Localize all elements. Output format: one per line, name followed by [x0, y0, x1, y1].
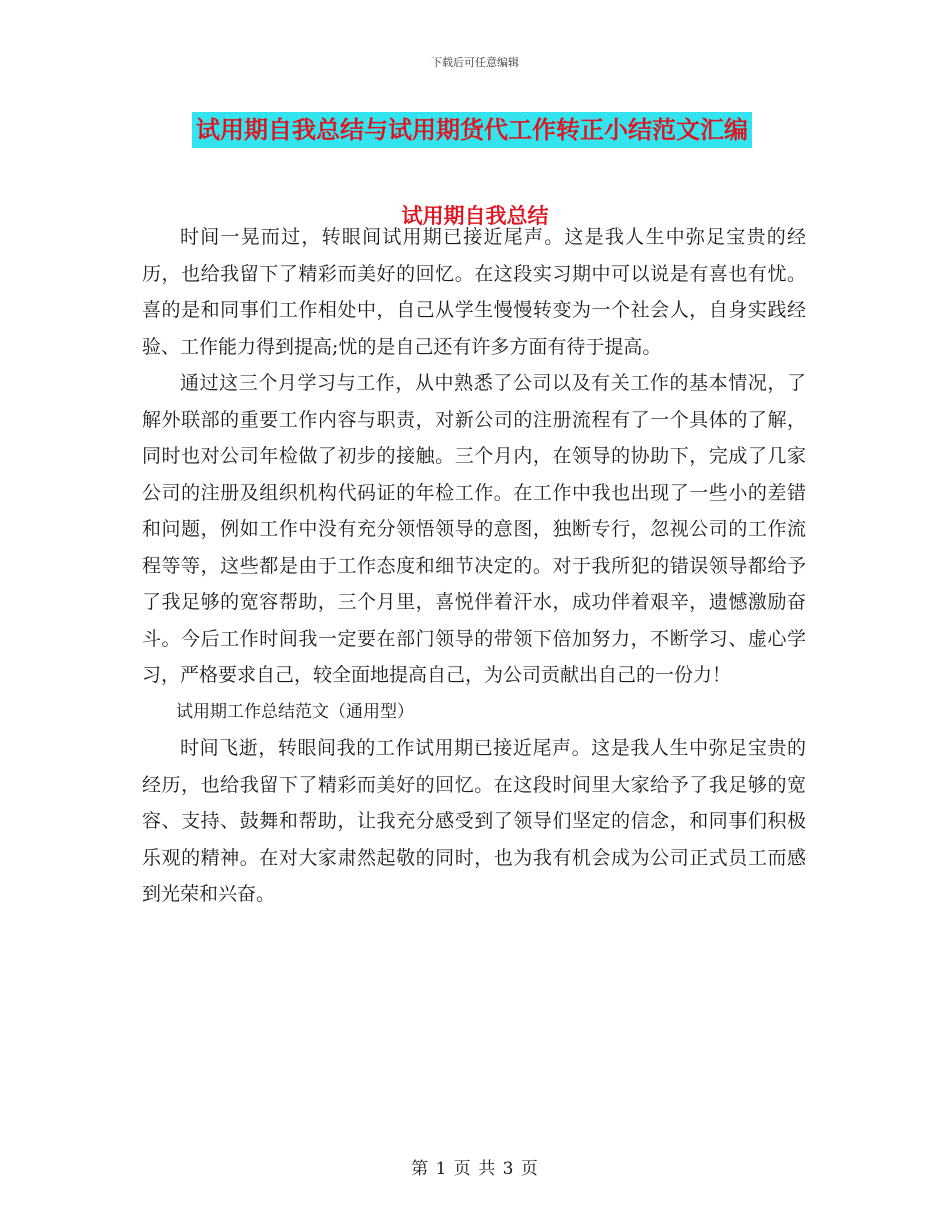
page-footer: 第 1 页 共 3 页 — [411, 1159, 539, 1179]
header-note: 下载后可任意编辑 — [431, 56, 519, 69]
subheading: 试用期工作总结范文（通用型） — [176, 701, 414, 722]
paragraph-1: 时间一晃而过，转眼间试用期已接近尾声。这是我人生中弥足宝贵的经历，也给我留下了精彩而美好的回忆。在这段实习期中可以说是有喜也有忧。喜的是和同事们工作相处中，自己从学生慢慢转变为一个社会人，自身实践经验、工作能力得到提高;忧的是自己还有许多方面有待于提高。 — [142, 226, 806, 358]
document-body — [142, 219, 806, 913]
section-title: 试用期自我总结 — [401, 203, 549, 228]
document-title: 试用期自我总结与试用期货代工作转正小结范文汇编 — [192, 112, 752, 148]
paragraph-3: 时间飞逝，转眼间我的工作试用期已接近尾声。这是我人生中弥足宝贵的经历，也给我留下了精彩而美好的回忆。在这段时间里大家给予了我足够的宽容、支持、鼓舞和帮助，让我充分感受到了领导们坚定的信念，和同事们积极乐观的精神。在对大家肃然起敬的同时，也为我有机会成为公司正式员工而感到光荣和兴奋。 — [142, 737, 806, 905]
paragraph-2: 通过这三个月学习与工作，从中熟悉了公司以及有关工作的基本情况，了解外联部的重要工作内容与职责，对新公司的注册流程有了一个具体的了解，同时也对公司年检做了初步的接触。三个月内，在领导的协助下，完成了几家公司的注册及组织机构代码证的年检工作。在工作中我也出现了一些小的差错和问题，例如工作中没有充分领悟领导的意图，独断专行，忽视公司的工作流程等等，这些都是由于工作态度和细节决定的。对于我所犯的错误领导都给予了我足够的宽容帮助，三个月里，喜悦伴着汗水，成功伴着艰辛，遗憾激励奋斗。今后工作时间我一定要在部门领导的带领下倍加努力，不断学习、虚心学习，严格要求自己，较全面地提高自己，为公司贡献出自己的一份力！ — [142, 372, 806, 686]
